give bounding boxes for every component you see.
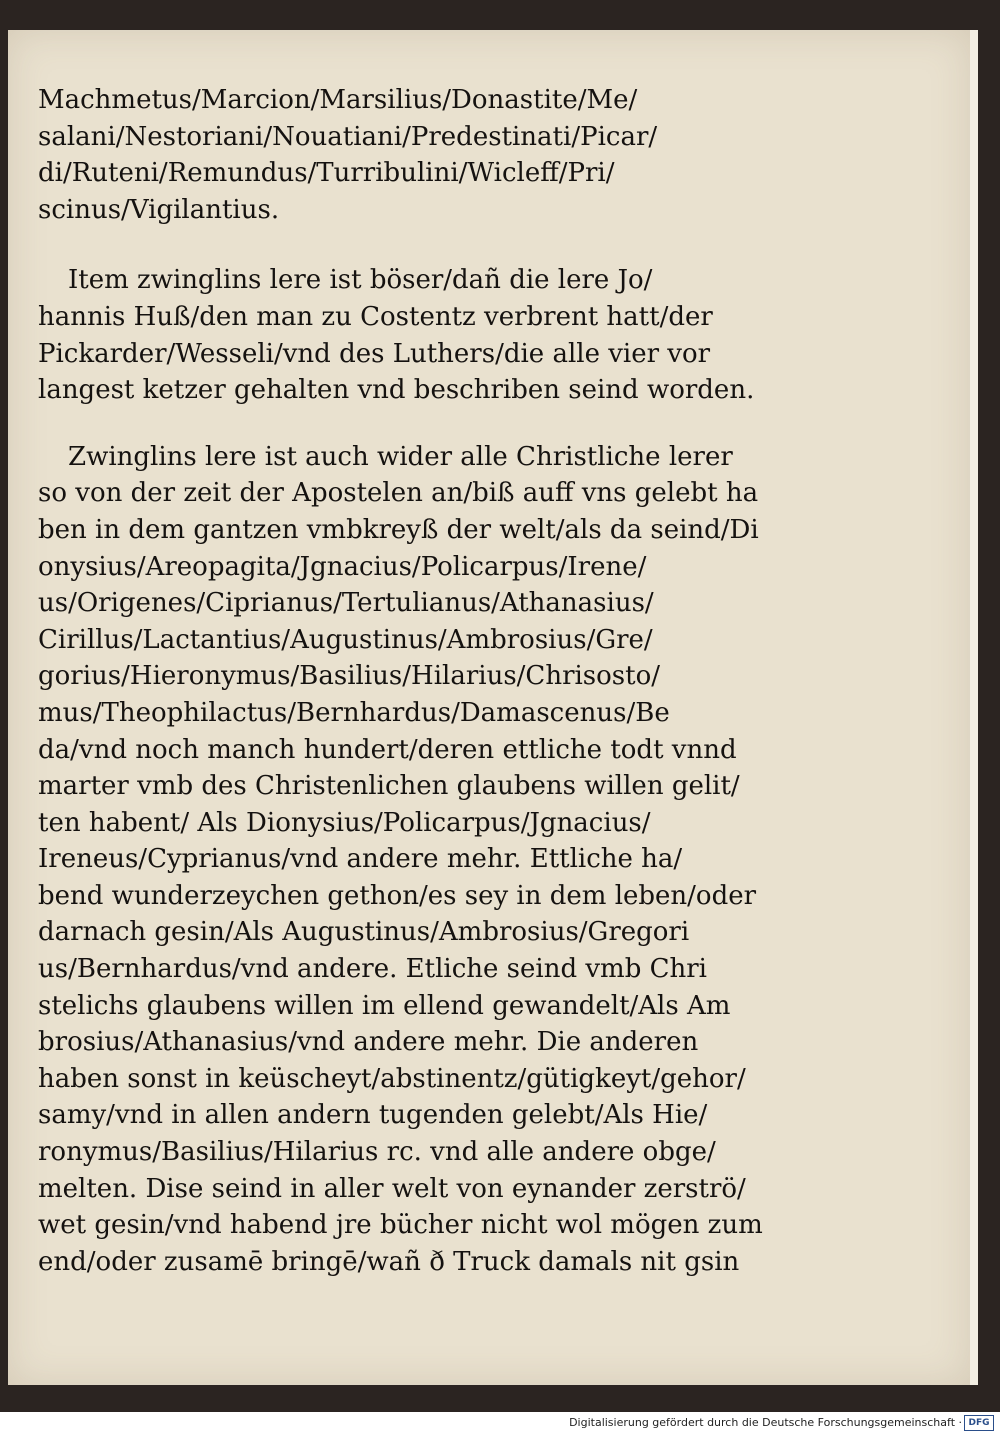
- text-line: gorius/Hieronymus/Basilius/Hilarius/Chrisosto/: [38, 661, 661, 692]
- footer-credit: Digitalisierung gefördert durch die Deutsche Forschungsgemeinschaft ·: [569, 1416, 962, 1429]
- text-line: scinus/Vigilantius.: [38, 194, 280, 225]
- text-line: bend wunderzeychen gethon/es sey in dem leben/oder: [38, 880, 757, 911]
- text-line: haben sonst in keüscheyt/abstinentz/gütigkeyt/gehor/: [38, 1063, 746, 1094]
- paragraph-zwingli-worse: [38, 262, 778, 408]
- text-line: Machmetus/Marcion/Marsilius/Donastite/Me/: [38, 85, 638, 115]
- text-line: so von der zeit der Apostelen an/biß auff vns gelebt ha: [38, 478, 759, 509]
- text-line: Item zwinglins lere ist böser/dañ die lere Jo/: [68, 265, 653, 296]
- text-line: Pickarder/Wesseli/vnd des Luthers/die alle vier vor: [38, 338, 711, 369]
- text-line: stelichs glaubens willen im ellend gewandelt/Als Am: [38, 990, 731, 1021]
- text-line: Ireneus/Cyprianus/vnd andere mehr. Ettliche ha/: [38, 844, 683, 875]
- text-line: darnach gesin/Als Augustinus/Ambrosius/Gregori: [38, 917, 690, 948]
- page-edge: [970, 30, 978, 1385]
- blackletter-text-block: [38, 82, 778, 1280]
- dfg-logo: DFG: [964, 1415, 994, 1431]
- text-line: langest ketzer gehalten vnd beschriben seind worden.: [38, 375, 755, 406]
- text-line: ronymus/Basilius/Hilarius rc. vnd alle andere obge/: [38, 1137, 716, 1168]
- text-line: brosius/Athanasius/vnd andere mehr. Die anderen: [38, 1027, 699, 1058]
- text-line: Cirillus/Lactantius/Augustinus/Ambrosius/Gre/: [38, 624, 653, 655]
- text-line: end/oder zusamē bringē/wañ ð Truck damals nit gsin: [38, 1246, 740, 1277]
- text-line: hannis Huß/den man zu Costentz verbrent hatt/der: [38, 301, 713, 332]
- text-line: marter vmb des Christenlichen glaubens willen gelit/: [38, 771, 740, 802]
- text-line: samy/vnd in allen andern tugenden gelebt/Als Hie/: [38, 1100, 708, 1131]
- text-line: Zwinglins lere ist auch wider alle Christliche lerer: [68, 441, 733, 472]
- text-line: ben in dem gantzen vmbkreyß der welt/als da seind/Di: [38, 514, 759, 545]
- paragraph-heretics-list: [38, 82, 778, 228]
- digitization-footer: [0, 1412, 1000, 1433]
- text-line: di/Ruteni/Remundus/Turribulini/Wicleff/Pri/: [38, 158, 615, 189]
- text-line: ten habent/ Als Dionysius/Policarpus/Jgnacius/: [38, 807, 651, 838]
- paragraph-church-fathers: [38, 439, 778, 1281]
- text-line: mus/Theophilactus/Bernhardus/Damascenus/Be: [38, 697, 670, 728]
- text-line: da/vnd noch manch hundert/deren ettliche todt vnnd: [38, 734, 737, 765]
- text-line: us/Bernhardus/vnd andere. Etliche seind vmb Chri: [38, 954, 707, 985]
- text-line: melten. Dise seind in aller welt von eynander zerströ/: [38, 1173, 746, 1204]
- book-page: [8, 30, 970, 1385]
- text-line: onysius/Areopagita/Jgnacius/Policarpus/Irene/: [38, 551, 647, 582]
- text-line: us/Origenes/Ciprianus/Tertulianus/Athanasius/: [38, 588, 654, 619]
- text-line: salani/Nestoriani/Nouatiani/Predestinati/Picar/: [38, 121, 658, 152]
- text-line: wet gesin/vnd habend jre bücher nicht wol mögen zum: [38, 1210, 763, 1241]
